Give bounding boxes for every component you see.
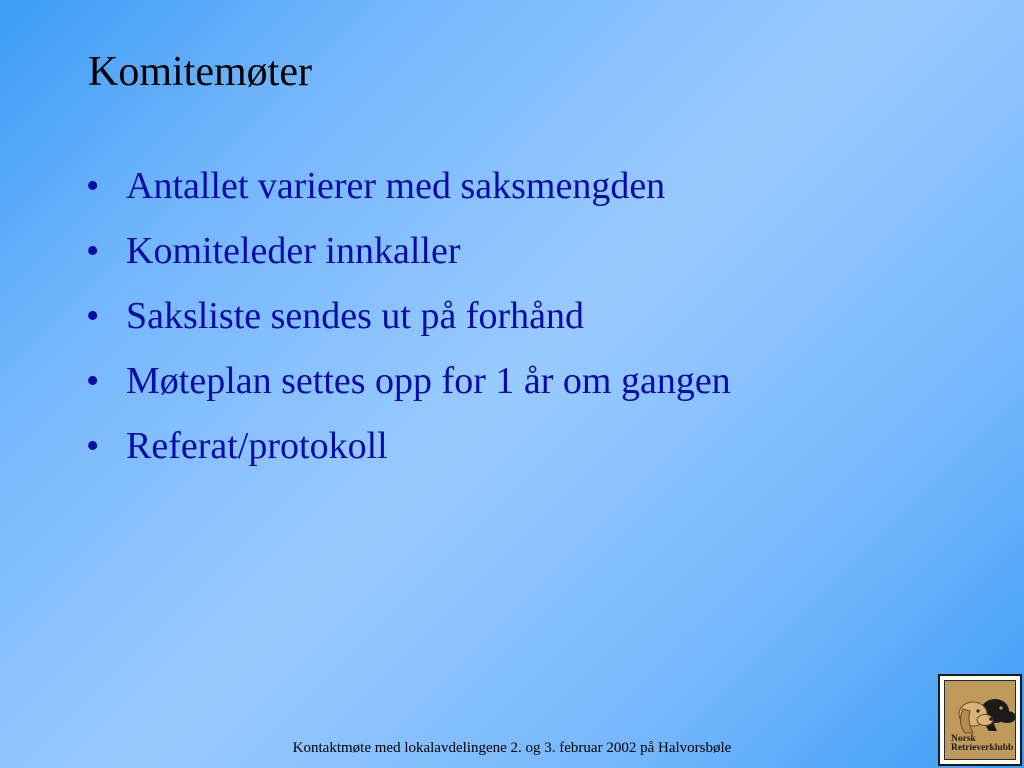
club-logo xyxy=(938,674,1022,766)
bullet-item xyxy=(84,414,731,479)
bullet-icon: • xyxy=(86,360,100,402)
bullet-text: Antallet varierer med saksmengden xyxy=(126,165,666,207)
bullet-text: Komiteleder innkaller xyxy=(126,230,461,272)
logo-line-1: Norsk xyxy=(951,734,976,744)
logo-text xyxy=(951,735,1013,753)
logo-panel xyxy=(944,680,1016,760)
bullet-list xyxy=(84,154,731,479)
bullet-item xyxy=(84,154,731,219)
bullet-item xyxy=(84,219,731,284)
bullet-text: Saksliste sendes ut på forhånd xyxy=(126,295,585,337)
logo-line-2: Retrieverklubb xyxy=(951,743,1014,753)
slide-footer: Kontaktmøte med lokalavdelingene 2. og 3. februar 2002 på Halvorsbøle xyxy=(292,740,732,756)
bullet-icon: • xyxy=(86,425,100,467)
bullet-icon: • xyxy=(86,230,100,272)
bullet-icon: • xyxy=(86,165,100,207)
bullet-item xyxy=(84,349,731,414)
bullet-item xyxy=(84,284,731,349)
slide-title: Komitemøter xyxy=(88,49,312,95)
bullet-icon: • xyxy=(86,295,100,337)
bullet-text: Møteplan settes opp for 1 år om gangen xyxy=(126,360,731,402)
bullet-text: Referat/protokoll xyxy=(126,425,388,467)
